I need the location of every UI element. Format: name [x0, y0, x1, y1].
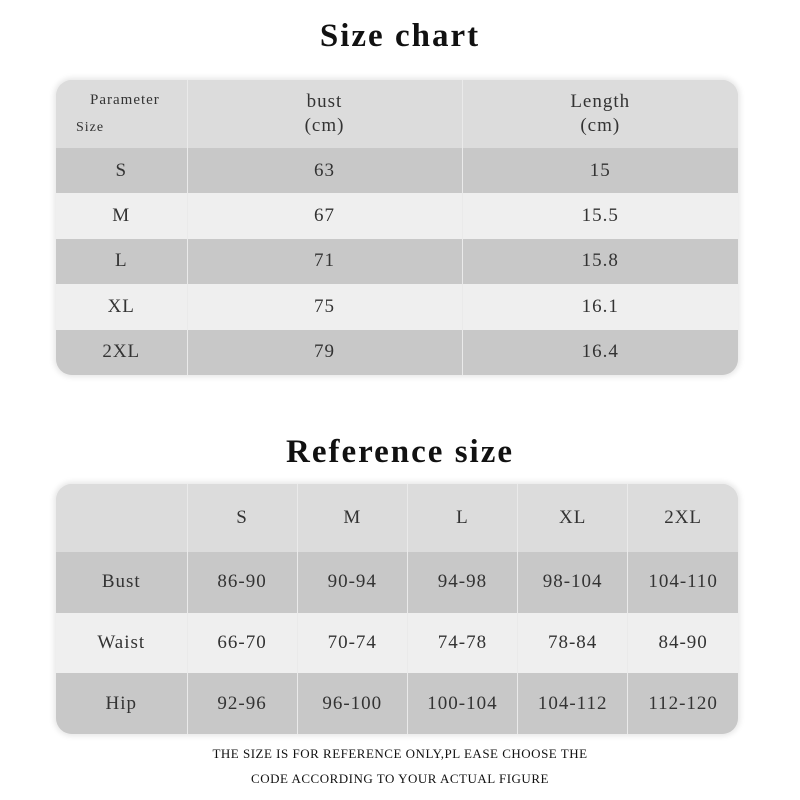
- value-cell: 104-112: [518, 673, 628, 734]
- size-chart-title: Size chart: [319, 18, 481, 54]
- value-cell: 104-110: [628, 552, 738, 613]
- bust-header: [187, 80, 462, 148]
- value-cell: 98-104: [518, 552, 628, 613]
- size-cell: XL: [56, 284, 187, 329]
- footer-note-line2: CODE ACCORDING TO YOUR ACTUAL FIGURE: [251, 771, 549, 786]
- reference-size-table: [56, 484, 738, 734]
- length-cell: 15: [462, 148, 738, 193]
- value-cell: 112-120: [628, 673, 738, 734]
- value-cell: 70-74: [297, 613, 407, 674]
- footer-note-line1: THE SIZE IS FOR REFERENCE ONLY,PL EASE CHOOSE THE: [212, 746, 588, 761]
- column-header: M: [297, 484, 407, 552]
- table-row: [56, 330, 738, 375]
- column-header: 2XL: [628, 484, 738, 552]
- size-label: Size: [76, 120, 105, 135]
- bust-cell: 75: [187, 284, 462, 329]
- value-cell: 78-84: [518, 613, 628, 674]
- reference-size-title: Reference size: [285, 434, 514, 470]
- table-row: [56, 239, 738, 284]
- row-label: Hip: [56, 673, 187, 734]
- length-cell: 15.8: [462, 239, 738, 284]
- value-cell: 86-90: [187, 552, 297, 613]
- value-cell: 66-70: [187, 613, 297, 674]
- bust-cell: 71: [187, 239, 462, 284]
- reference-corner-cell: [56, 484, 187, 552]
- bust-cell: 63: [187, 148, 462, 193]
- length-cell: 16.4: [462, 330, 738, 375]
- value-cell: 94-98: [407, 552, 517, 613]
- reference-header-row: [56, 484, 738, 552]
- length-cell: 16.1: [462, 284, 738, 329]
- parameter-size-header: [56, 80, 187, 148]
- column-header: L: [407, 484, 517, 552]
- value-cell: 74-78: [407, 613, 517, 674]
- length-cell: 15.5: [462, 193, 738, 238]
- value-cell: 100-104: [407, 673, 517, 734]
- table-row: [56, 193, 738, 238]
- size-cell: 2XL: [56, 330, 187, 375]
- bust-header-label: bust: [306, 91, 343, 112]
- size-cell: M: [56, 193, 187, 238]
- size-cell: S: [56, 148, 187, 193]
- size-chart-header-row: [56, 80, 738, 148]
- row-label: Bust: [56, 552, 187, 613]
- length-header: [462, 80, 738, 148]
- bust-header-unit: (cm): [304, 115, 345, 136]
- column-header: S: [187, 484, 297, 552]
- row-label: Waist: [56, 613, 187, 674]
- table-row: [56, 148, 738, 193]
- value-cell: 84-90: [628, 613, 738, 674]
- table-row: [56, 284, 738, 329]
- table-row: [56, 613, 738, 674]
- table-row: [56, 673, 738, 734]
- bust-cell: 79: [187, 330, 462, 375]
- bust-cell: 67: [187, 193, 462, 238]
- parameter-label: Parameter: [90, 92, 160, 108]
- size-cell: L: [56, 239, 187, 284]
- size-chart-table: [56, 80, 738, 375]
- column-header: XL: [518, 484, 628, 552]
- value-cell: 90-94: [297, 552, 407, 613]
- value-cell: 96-100: [297, 673, 407, 734]
- value-cell: 92-96: [187, 673, 297, 734]
- length-header-label: Length: [570, 91, 631, 112]
- table-row: [56, 552, 738, 613]
- length-header-unit: (cm): [580, 115, 621, 136]
